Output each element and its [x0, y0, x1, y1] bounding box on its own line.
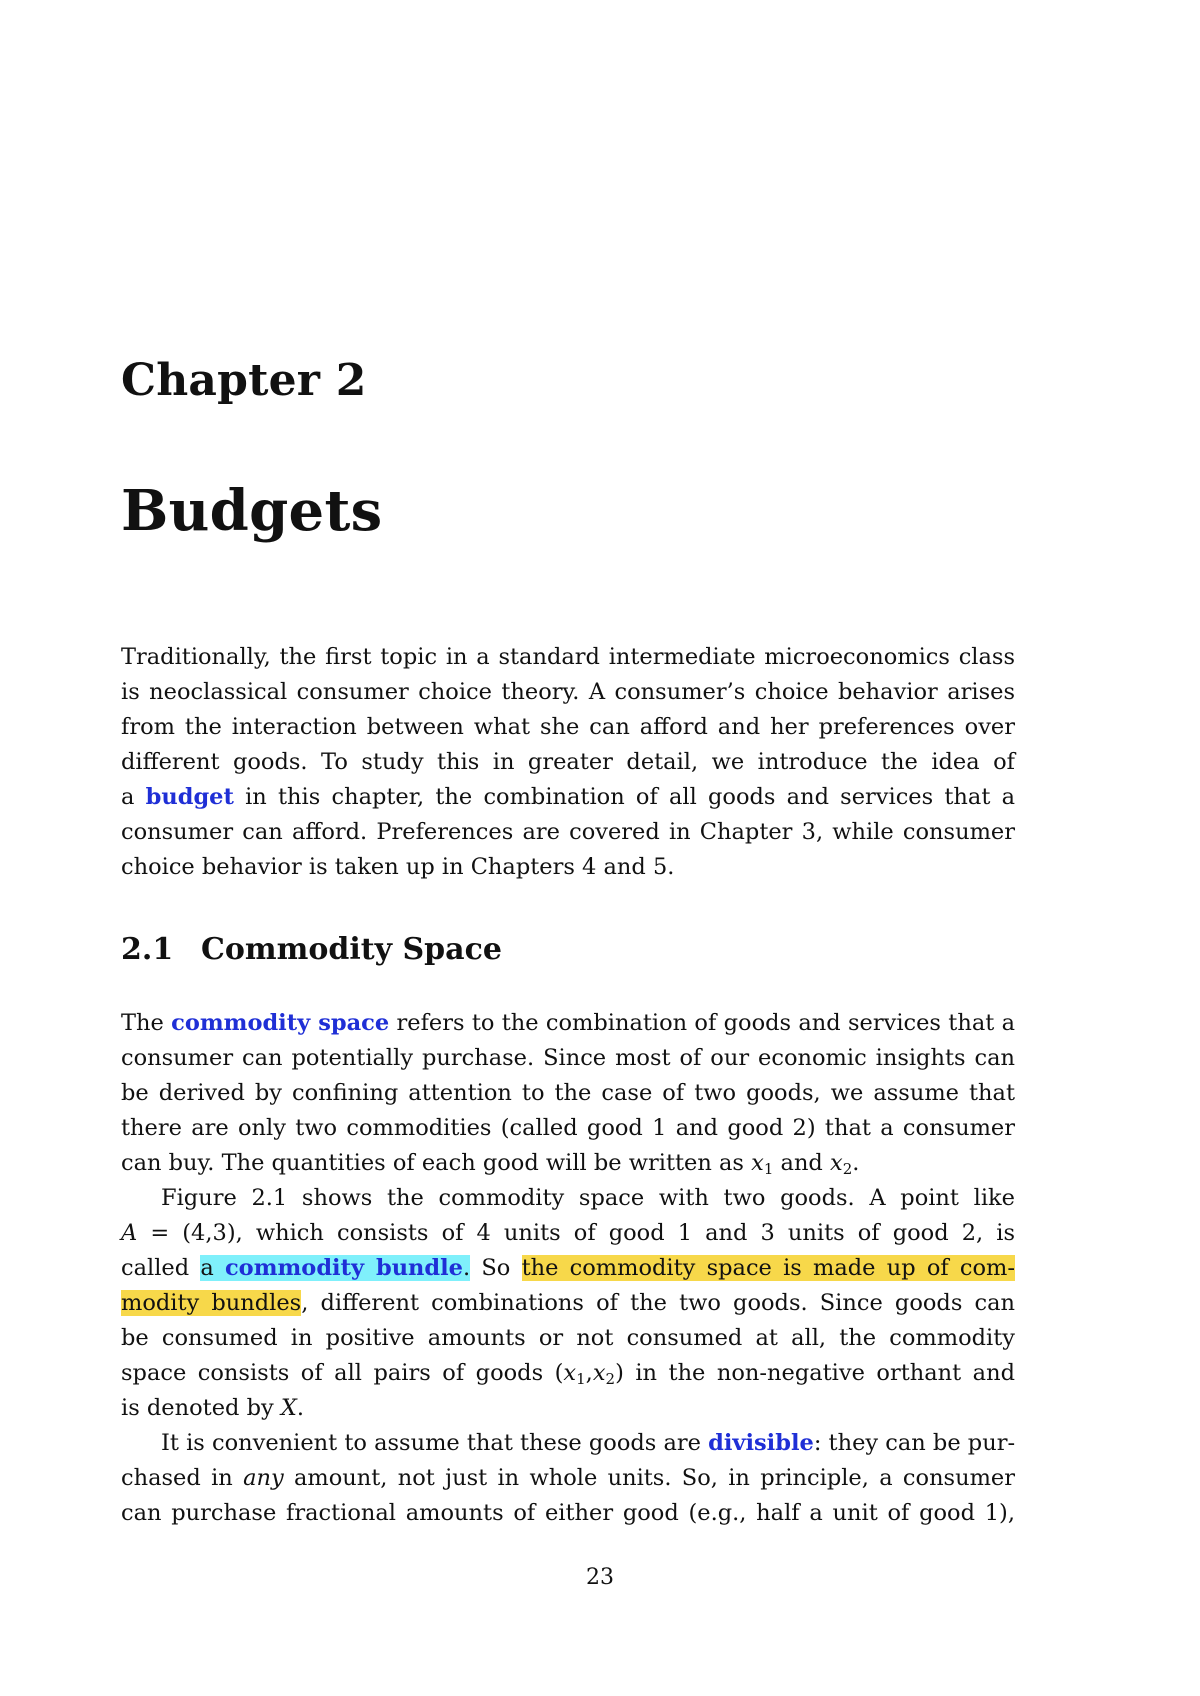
math-A: A	[121, 1220, 138, 1246]
paragraph-line: is denoted by X.	[121, 1395, 305, 1421]
paragraph-line: there are only two commodities (called good 1 and good 2) that a consumer	[121, 1115, 1015, 1141]
intro-line: is neoclassical consumer choice theory. A consumer’s choice behavior arises	[121, 679, 1015, 705]
section-title: Commodity Space	[201, 932, 502, 967]
paragraph-line: be consumed in positive amounts or not consumed at all, the commodity	[121, 1325, 1015, 1351]
keyword-budget: budget	[145, 784, 234, 810]
keyword-divisible: divisible	[708, 1430, 814, 1456]
paragraph-line: can buy. The quantities of each good will be written as $x_1$ and $x_2$.	[121, 1150, 860, 1178]
paragraph-line: It is convenient to assume that these goods are divisible: they can be pur-	[161, 1430, 1016, 1456]
paragraph-line: space consists of all pairs of goods $(x_1,x_2)$ in the non-negative orthant and	[121, 1360, 1015, 1388]
paragraph-line: modity bundles, different combinations of the two goods. Since goods can	[121, 1290, 1016, 1316]
section-number: 2.1	[121, 932, 174, 967]
keyword-commodity-bundle: commodity bundle	[224, 1255, 464, 1281]
page-number: 23	[586, 1565, 614, 1590]
intro-line: choice behavior is taken up in Chapters 4 and 5.	[121, 854, 675, 880]
highlight-cyan: a commodity bundle.	[200, 1255, 471, 1281]
paragraph-line: Figure 2.1 shows the commodity space with two goods. A point like	[161, 1185, 1015, 1211]
intro-line: consumer can afford. Preferences are covered in Chapter 3, while consumer	[121, 819, 1015, 845]
highlight-yellow: modity bundles	[121, 1290, 302, 1316]
paragraph-line: chased in any amount, not just in whole units. So, in principle, a consumer	[121, 1465, 1015, 1491]
paragraph-line: can purchase fractional amounts of either good (e.g., half a unit of good 1),	[121, 1500, 1015, 1526]
intro-line: a budget in this chapter, the combination of all goods and services that a	[121, 784, 1015, 810]
emphasis-any: any	[243, 1465, 284, 1491]
paragraph-line: be derived by confining attention to the case of two goods, we assume that	[121, 1080, 1015, 1106]
chapter-title: Budgets	[121, 478, 383, 544]
section-heading	[121, 932, 502, 967]
intro-line: Traditionally, the first topic in a standard intermediate microeconomics class	[121, 644, 1015, 670]
paragraph-line: consumer can potentially purchase. Since most of our economic insights can	[121, 1045, 1015, 1071]
math-x2: $x_2$	[830, 1150, 853, 1178]
math-x1: $x_1$	[751, 1150, 774, 1178]
paragraph-line: called a commodity bundle. So the commodity space is made up of com-	[121, 1255, 1015, 1281]
intro-line: different goods. To study this in greater detail, we introduce the idea of	[121, 749, 1015, 775]
math-x2: $x_2$	[592, 1360, 616, 1388]
math-x1: $x_1$	[563, 1360, 586, 1388]
highlight-yellow: the commodity space is made up of com-	[521, 1255, 1015, 1281]
paragraph-line: The commodity space refers to the combination of goods and services that a	[121, 1010, 1015, 1036]
intro-line: from the interaction between what she can afford and her preferences over	[121, 714, 1015, 740]
math-X: X	[280, 1395, 297, 1421]
chapter-label: Chapter 2	[121, 355, 367, 406]
keyword-commodity-space: commodity space	[171, 1010, 390, 1036]
paragraph-line: A = (4,3), which consists of 4 units of good 1 and 3 units of good 2, is	[121, 1220, 1015, 1246]
